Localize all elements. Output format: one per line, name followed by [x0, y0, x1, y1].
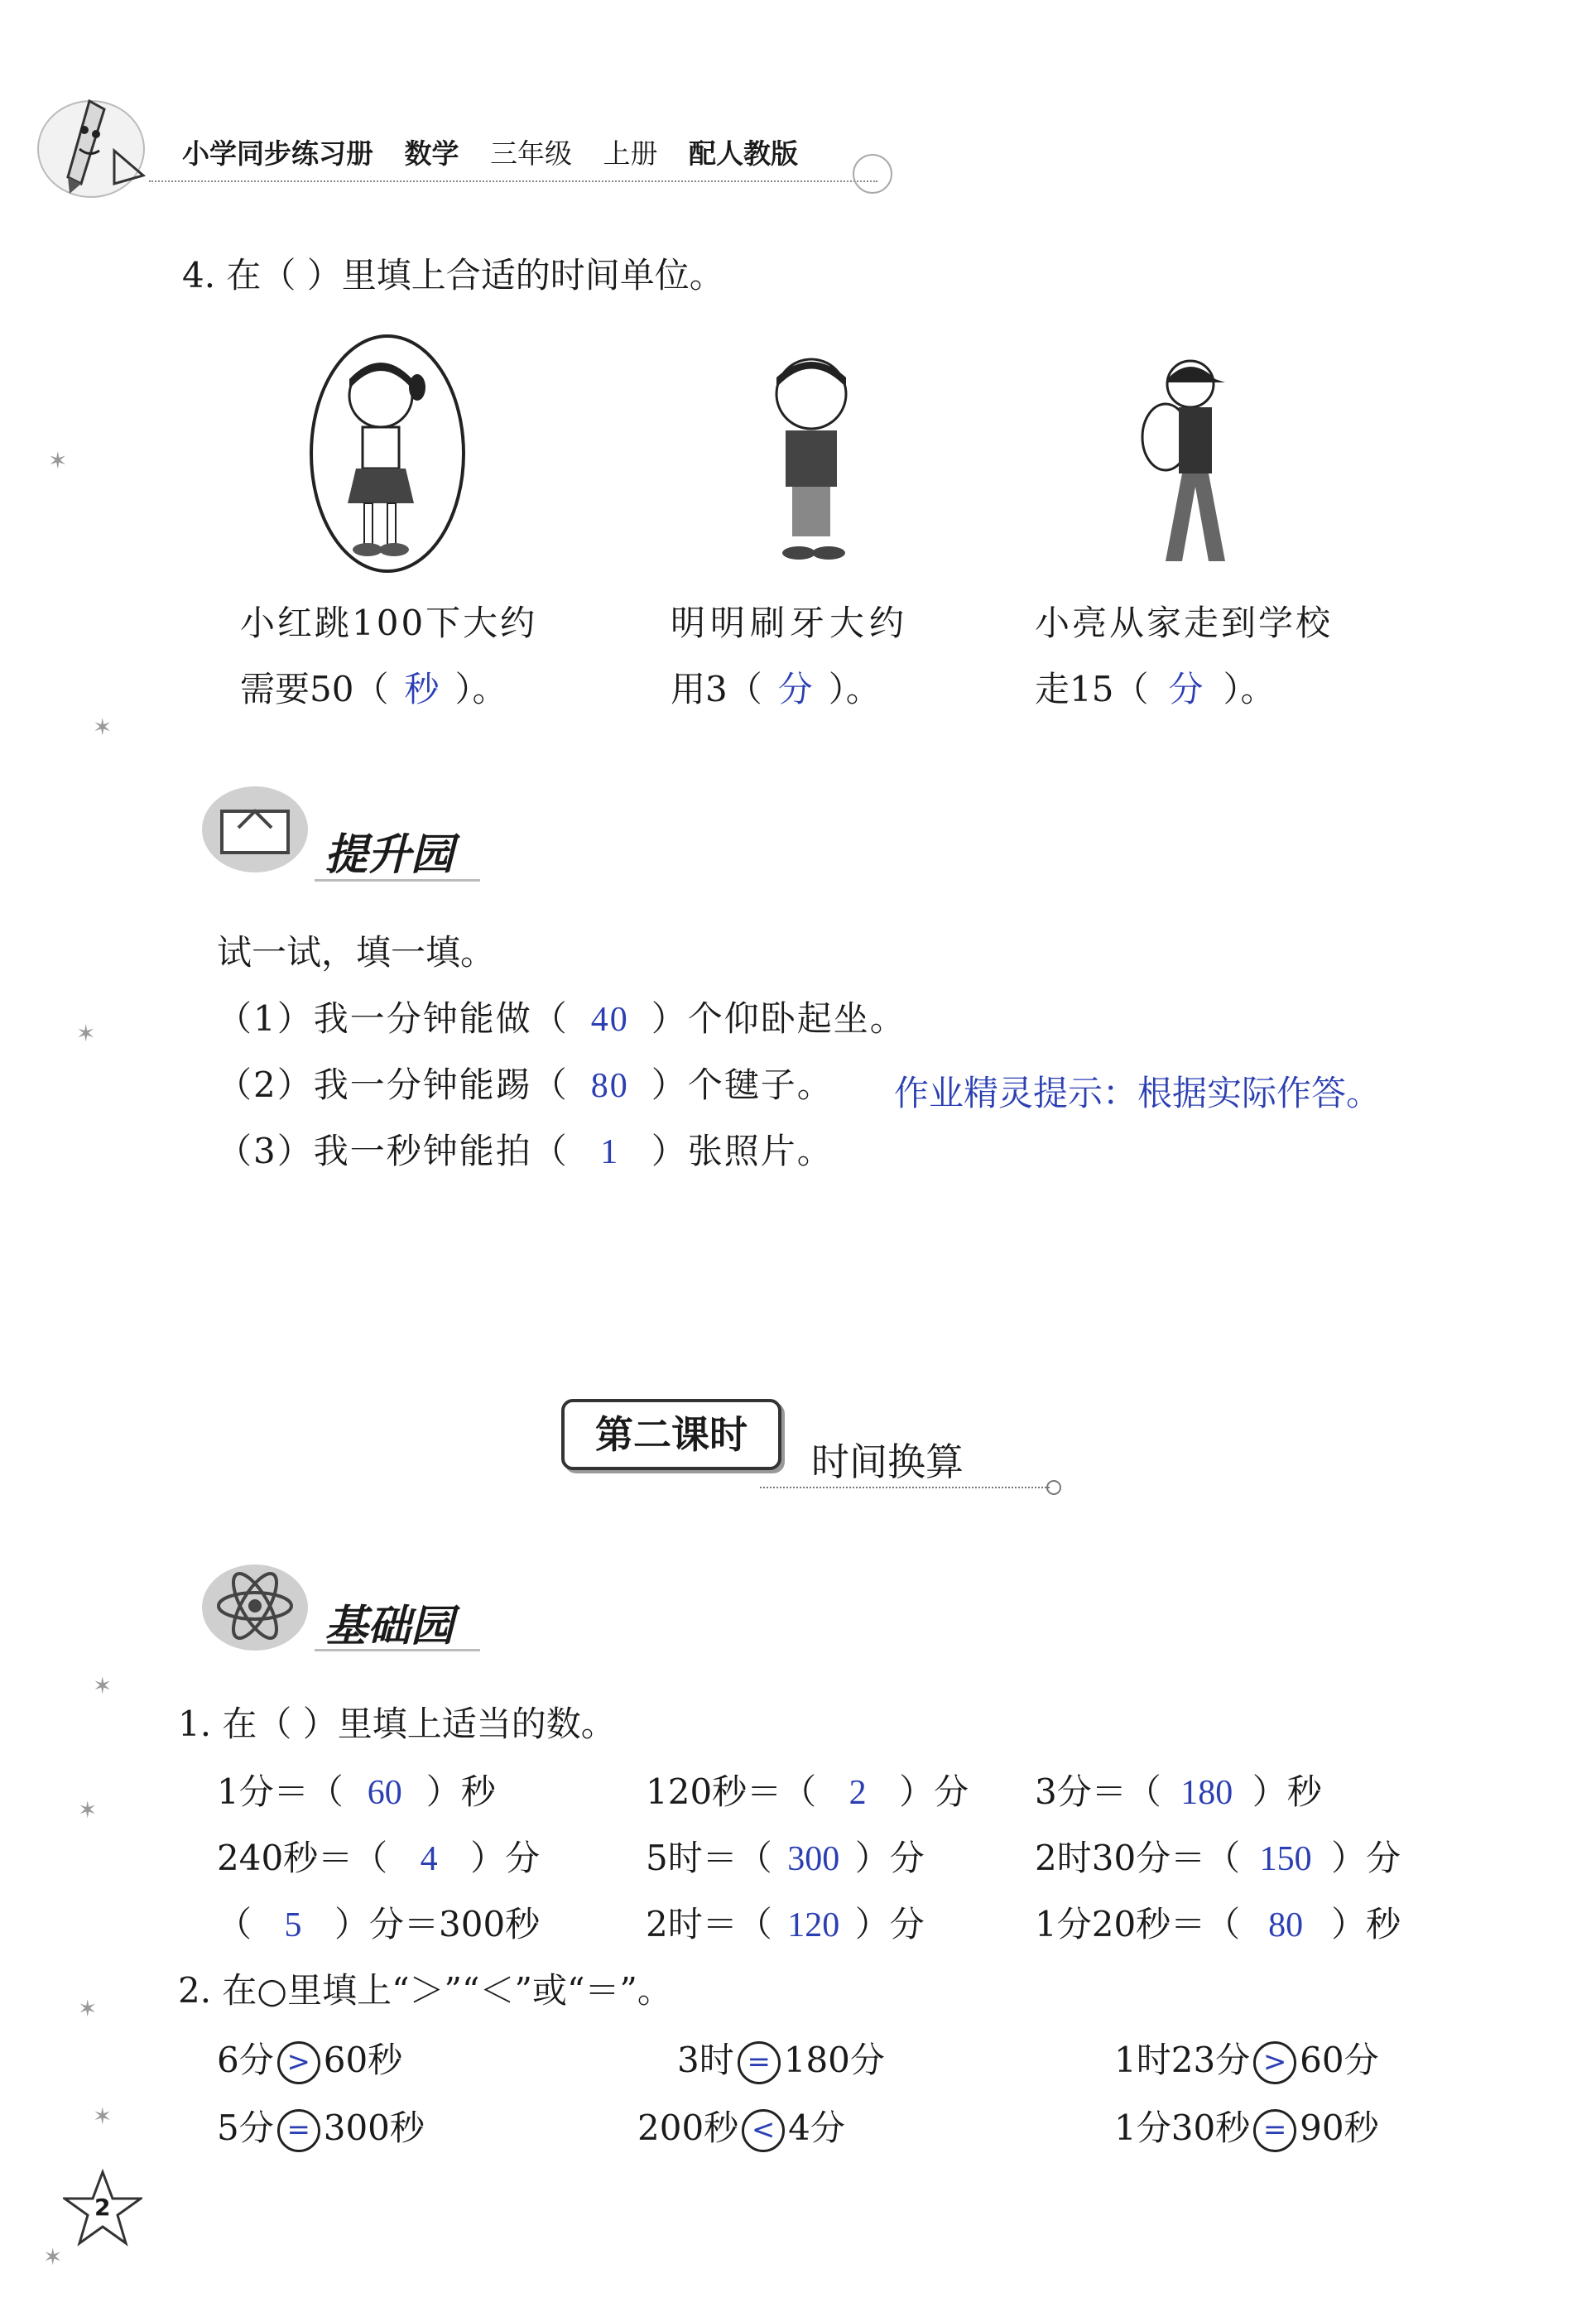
q2-r2c1: 5分 = 300秒 [217, 2101, 425, 2152]
q4-item2-answer: 分 [777, 671, 813, 709]
q4-item2-answer-line: 用3（ 分 ）。 [671, 662, 881, 712]
jichu-atom-icon [197, 1556, 313, 1656]
q1-r1c2: 120秒＝（ 2 ）分 [646, 1771, 969, 1812]
q2-r1c2: 3时 = 180分 [677, 2033, 885, 2084]
q2-r2c2-answer: < [742, 2109, 785, 2152]
q2-r2c3-answer: = [1253, 2109, 1296, 2152]
q1-r1c3-answer: 180 [1180, 1774, 1233, 1812]
star-icon: ✶ [93, 714, 113, 741]
q1-r1c1-answer: 60 [367, 1774, 402, 1812]
tisheng-item1: （1）我一分钟能做（ 40 ）个仰卧起坐。 [217, 998, 906, 1039]
q2-r2c2: 200秒 < 4分 [637, 2101, 845, 2152]
q1-r3c2: 2时＝（ 120 ）分 [646, 1904, 925, 1944]
q1-r3c3: 1分20秒＝（ 80 ）秒 [1035, 1904, 1401, 1944]
q4-prompt: 4. 在（ ）里填上合适的时间单位。 [182, 255, 724, 296]
boy-brushing-teeth-image [749, 354, 873, 570]
q1-r3c2-answer: 120 [787, 1906, 840, 1944]
q2-r2c3: 1分30秒 = 90秒 [1114, 2101, 1379, 2152]
q4-item3-answer: 分 [1168, 671, 1204, 709]
tisheng-badge-icon [197, 778, 313, 877]
lesson-label: 第二课时 [595, 1412, 748, 1457]
jichu-underline [315, 1649, 480, 1651]
q2-r1c1-answer: > [277, 2041, 320, 2084]
q4-item3-answer-line: 走15（ 分 ）。 [1035, 662, 1275, 712]
q1-r1c2-answer: 2 [848, 1774, 867, 1812]
header-book: 小学同步练习册 [182, 137, 373, 170]
lesson-rule-end-icon [1046, 1480, 1061, 1495]
q1-prompt: 1. 在（ ）里填上适当的数。 [178, 1704, 616, 1744]
header-title [182, 132, 798, 171]
page-number: 2 [94, 2194, 111, 2221]
tisheng-item2-answer: 80 [590, 1067, 629, 1105]
q4-item1-line1: 小红跳100下大约 [240, 603, 538, 643]
q4-item3-line1: 小亮从家走到学校 [1035, 603, 1334, 643]
boy-walking-to-school-image [1132, 354, 1257, 578]
header-logo [31, 84, 156, 200]
q1-r1c3: 3分＝（ 180 ）秒 [1035, 1771, 1322, 1812]
q1-r2c3: 2时30分＝（ 150 ）分 [1035, 1838, 1401, 1878]
q4-item1-answer: 秒 [404, 671, 440, 709]
header-swirl-icon [853, 154, 892, 194]
q2-r1c3-answer: > [1253, 2041, 1296, 2084]
lesson-banner [561, 1399, 781, 1470]
star-icon: ✶ [93, 1672, 113, 1699]
star-icon: ✶ [93, 2103, 113, 2130]
header-grade: 三年级 [490, 137, 572, 170]
q1-r1c1: 1分＝（ 60 ）秒 [217, 1771, 496, 1812]
q2-r2c1-answer: = [277, 2109, 320, 2152]
q1-r2c2-answer: 300 [787, 1840, 840, 1878]
q2-r1c3: 1时23分 > 60分 [1114, 2033, 1379, 2084]
tisheng-title: 提升园 [324, 829, 454, 880]
star-icon: ✶ [43, 2243, 63, 2271]
header-edition: 配人教版 [689, 137, 798, 170]
tisheng-item3: （3）我一秒钟能拍（ 1 ）张照片。 [217, 1131, 834, 1171]
tisheng-item1-answer: 40 [590, 1001, 629, 1039]
q2-prompt: 2. 在○里填上“＞”“＜”或“＝”。 [178, 1970, 672, 2011]
header-rule [149, 180, 877, 182]
star-icon: ✶ [48, 447, 68, 474]
tisheng-underline [315, 879, 480, 882]
q1-r2c3-answer: 150 [1259, 1840, 1312, 1878]
q1-r2c1-answer: 4 [420, 1840, 438, 1878]
lesson-topic-rule [760, 1487, 1050, 1488]
q4-item2-line1: 明明刷牙大约 [671, 603, 910, 643]
girl-jump-rope-image [305, 329, 470, 578]
tisheng-item3-answer: 1 [600, 1133, 620, 1171]
jichu-title: 基础园 [324, 1601, 454, 1651]
q1-r2c2: 5时＝（ 300 ）分 [646, 1838, 925, 1878]
tisheng-item2: （2）我一分钟能踢（ 80 ）个毽子。 [217, 1065, 834, 1105]
header-subject: 数学 [404, 137, 459, 170]
q2-r1c2-answer: = [738, 2041, 781, 2084]
star-icon: ✶ [78, 1995, 98, 2022]
lesson-topic: 时间换算 [811, 1439, 964, 1484]
q1-r3c3-answer: 80 [1268, 1906, 1304, 1944]
q2-r1c1: 6分 > 60秒 [217, 2033, 402, 2084]
q1-r2c1: 240秒＝（ 4 ）分 [217, 1838, 541, 1878]
star-icon: ✶ [78, 1796, 98, 1824]
q1-r3c1: （ 5 ）分＝300秒 [217, 1904, 541, 1944]
q1-r3c1-answer: 5 [284, 1906, 302, 1944]
header-volume: 上册 [603, 137, 658, 170]
tisheng-hint: 作业精灵提示：根据实际作答。 [894, 1073, 1382, 1113]
star-icon: ✶ [76, 1020, 96, 1047]
tisheng-intro: 试一试，填一填。 [217, 932, 496, 973]
q4-item1-answer-line: 需要50（ 秒 ）。 [240, 662, 507, 712]
